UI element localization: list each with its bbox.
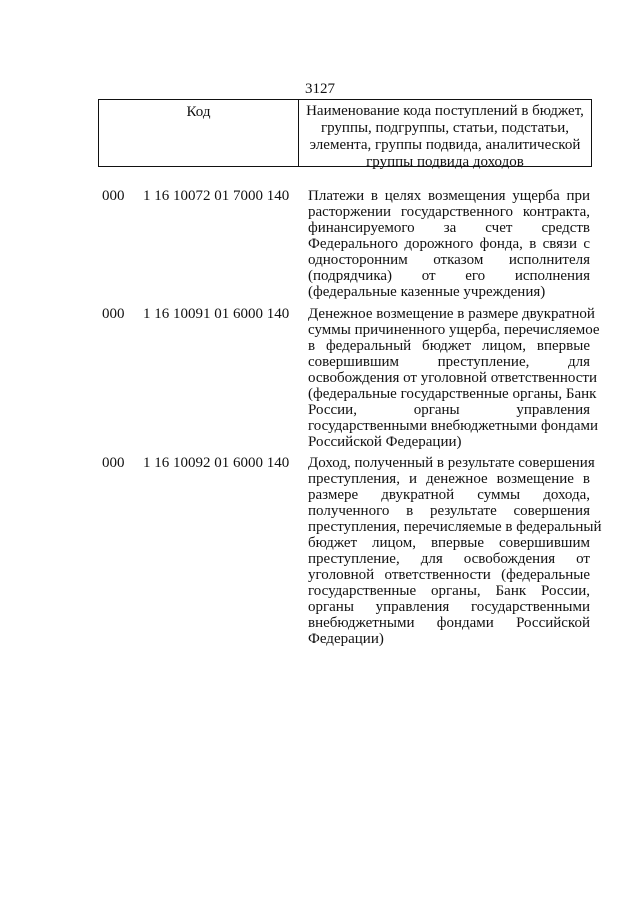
description-line: финансируемого за счет средств [308,220,590,236]
description-line: Платежи в целях возмещения ущерба при [308,188,590,204]
description-line: освобождения от уголовной ответственности [308,370,597,386]
description-line: Доход, полученный в результате совершения [308,455,595,471]
description-line: суммы причиненного ущерба, перечисляемое [308,322,600,338]
admin-code: 000 [102,306,125,322]
description-line: расторжении государственного контракта, [308,204,590,220]
description-line: полученного в результате совершения [308,503,590,519]
admin-code: 000 [102,455,125,471]
description-line: (подрядчика) от его исполнения [308,268,590,284]
revenue-code: 1 16 10091 01 6000 140 [143,306,290,322]
table-row [98,188,592,300]
description-line: в федеральный бюджет лицом, впервые [308,338,590,354]
description-line: бюджет лицом, впервые совершившим [308,535,590,551]
page-number: 3127 [305,81,335,97]
description-line: преступление, для освобождения от [308,551,590,567]
description-line: Федерации) [308,631,384,647]
admin-code: 000 [102,188,125,204]
description-line: Федерального дорожного фонда, в связи с [308,236,590,252]
description-line: размере двукратной суммы дохода, [308,487,590,503]
table-header [98,99,592,170]
description-line: России, органы управления [308,402,590,418]
header-name-label: Наименование кода поступлений в бюджет, группы, подгруппы, статьи, подстатьи, элемента, группы подвида, аналитической группы подвида доходов [306,103,584,170]
description-line: Российской Федерации) [308,434,462,450]
description-line: Денежное возмещение в размере двукратной [308,306,595,322]
header-code-label: Код [99,100,299,166]
description-line: внебюджетными фондами Российской [308,615,590,631]
table-row [98,455,602,647]
description-line: органы управления государственными [308,599,590,615]
table-row [98,306,600,450]
revenue-description [308,188,590,300]
revenue-code: 1 16 10092 01 6000 140 [143,455,290,471]
description-line: совершившим преступление, для [308,354,590,370]
revenue-code: 1 16 10072 01 7000 140 [143,188,290,204]
description-line: (федеральные казенные учреждения) [308,284,546,300]
description-line: уголовной ответственности (федеральные [308,567,590,583]
description-line: государственными внебюджетными фондами [308,418,599,434]
description-line: государственные органы, Банк России, [308,583,590,599]
description-line: преступления, перечисляемые в федеральный [308,519,602,535]
description-line: односторонним отказом исполнителя [308,252,590,268]
revenue-description [308,455,602,647]
description-line: (федеральные государственные органы, Банк [308,386,597,402]
revenue-description [308,306,600,450]
description-line: преступления, и денежное возмещение в [308,471,590,487]
